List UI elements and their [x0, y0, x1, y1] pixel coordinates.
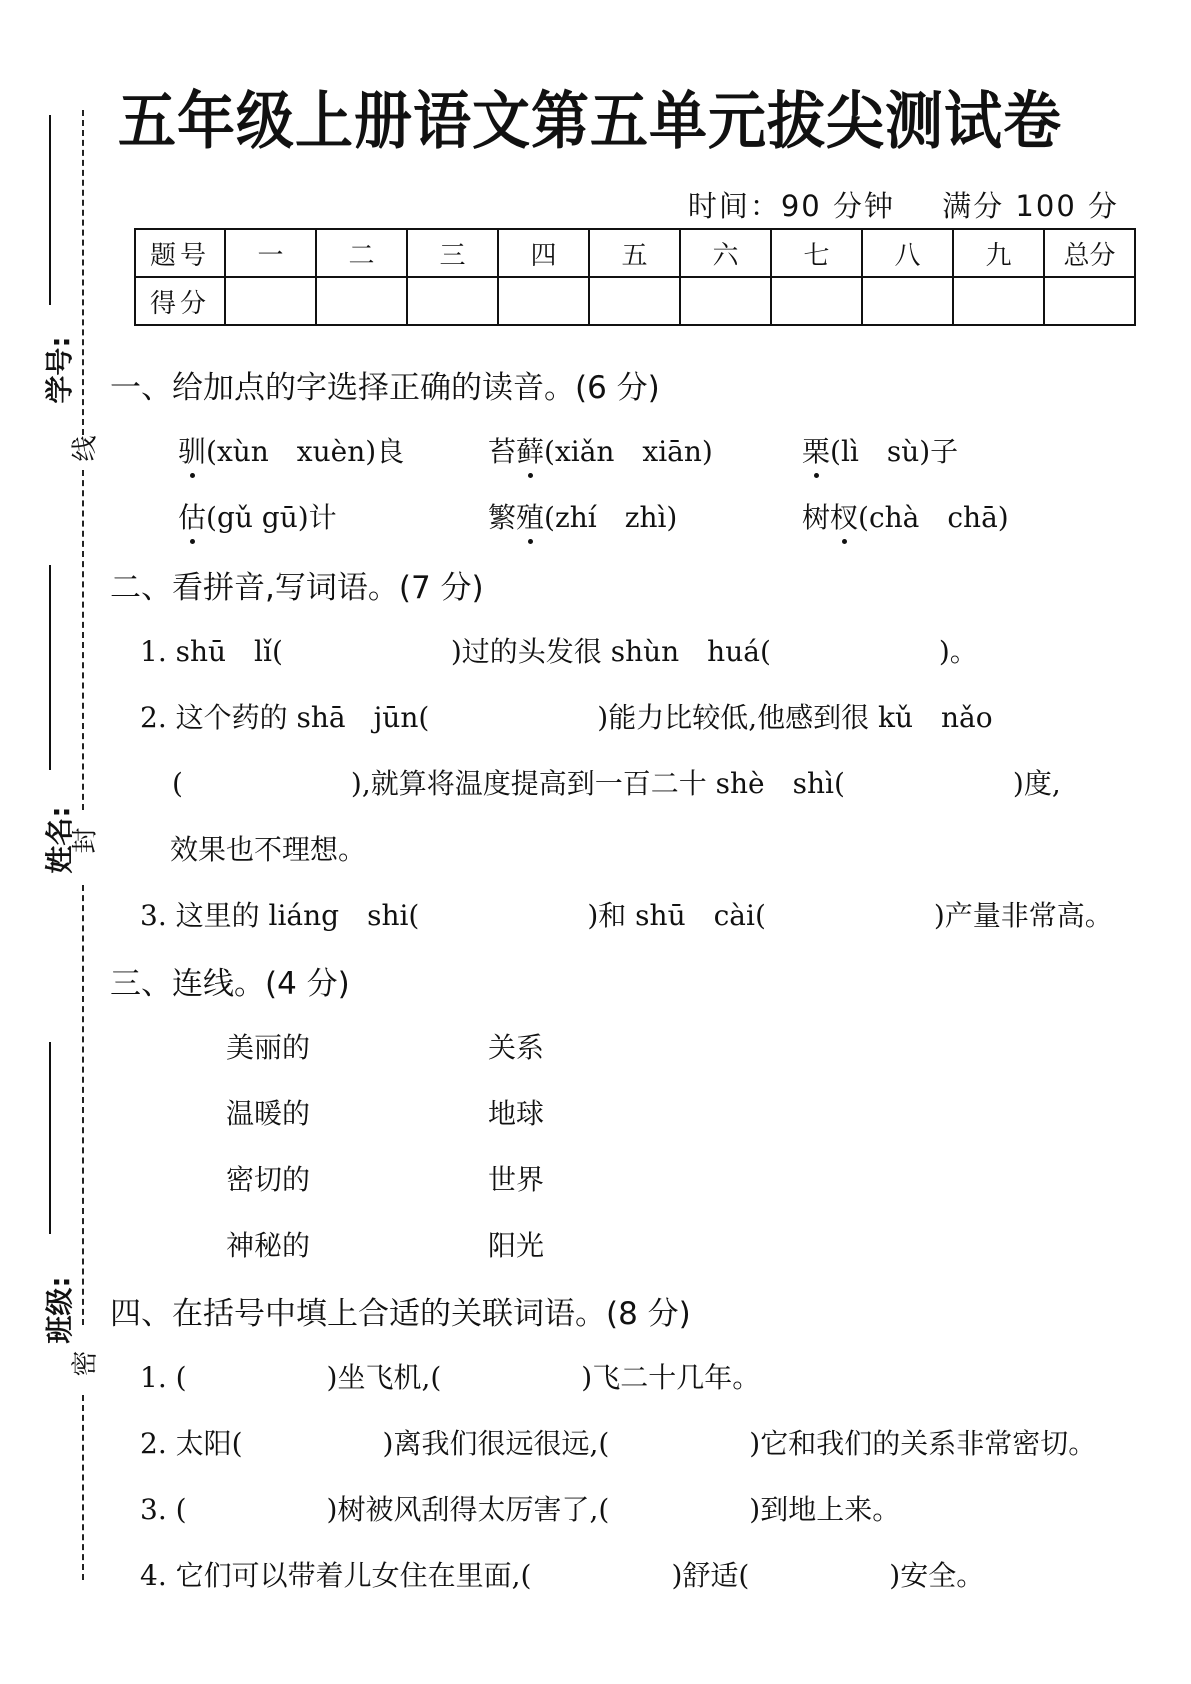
dotted-char: 藓: [516, 430, 544, 470]
page-title: 五年级上册语文第五单元拔尖测试卷: [118, 84, 1063, 158]
item-prefix: 树: [802, 501, 831, 534]
score-header-cell: 一: [225, 229, 316, 277]
question-line: 效果也不理想。: [170, 833, 367, 866]
score-table-score-row: [135, 277, 1135, 325]
match-left-item[interactable]: 密切的: [226, 1163, 311, 1196]
match-left-item[interactable]: 美丽的: [226, 1031, 311, 1064]
section-1-heading: 一、给加点的字选择正确的读音。(6 分): [110, 370, 660, 406]
question-line: 2. 这个药的 shā jūn( )能力比较低,他感到很 kǔ nǎo: [140, 701, 993, 734]
class-underline[interactable]: [49, 1042, 51, 1234]
section-3-heading: 三、连线。(4 分): [110, 966, 350, 1002]
item-prefix: 繁: [488, 501, 517, 534]
pronunciation-item: [488, 430, 713, 470]
pronunciation-item: [802, 496, 1009, 536]
dotted-char: 驯: [178, 430, 206, 470]
binding-dashed-line: [82, 1395, 84, 1580]
question-line: 3. 这里的 liáng shi( )和 shū cài( )产量非常高。: [140, 899, 1113, 932]
score-cell[interactable]: [407, 277, 498, 325]
score-header-cell: 总分: [1044, 229, 1135, 277]
section-2-heading: 二、看拼音,写词语。(7 分): [110, 570, 484, 606]
score-header-cell: 四: [498, 229, 589, 277]
dotted-char: 殖: [516, 496, 544, 536]
question-line: 2. 太阳( )离我们很远很远,( )它和我们的关系非常密切。: [140, 1427, 1097, 1460]
score-header-cell: 六: [680, 229, 771, 277]
pronunciation-item: [802, 430, 958, 470]
question-line: 3. ( )树被风刮得太厉害了,( )到地上来。: [140, 1493, 901, 1526]
student-id-underline[interactable]: [49, 115, 51, 305]
pronunciation-item: [178, 496, 337, 536]
score-cell[interactable]: [225, 277, 316, 325]
binding-dashed-line: [82, 885, 84, 1325]
name-label: 姓名:: [43, 806, 76, 874]
student-id-label: 学号:: [43, 336, 76, 404]
seal-mark-secret: 密: [70, 1350, 101, 1377]
dotted-char: 栗: [802, 430, 830, 470]
question-line: 1. ( )坐飞机,( )飞二十几年。: [140, 1361, 761, 1394]
pinyin-options: (xiǎn xiān): [544, 435, 713, 468]
score-header-cell: 九: [953, 229, 1044, 277]
binding-dashed-line: [82, 470, 84, 810]
pinyin-options: (lì sù)子: [830, 435, 959, 468]
pronunciation-item: [488, 496, 677, 536]
exam-full-score: 满分 100 分: [942, 189, 1119, 223]
score-cell[interactable]: [953, 277, 1044, 325]
match-right-item[interactable]: 世界: [488, 1163, 545, 1196]
dotted-char: 杈: [830, 496, 858, 536]
score-header-cell: 五: [589, 229, 680, 277]
score-header-cell: 题号: [135, 229, 225, 277]
binding-dashed-line: [82, 110, 84, 435]
question-line: 4. 它们可以带着儿女住在里面,( )舒适( )安全。: [140, 1559, 985, 1592]
pronunciation-item: [178, 430, 404, 470]
score-header-cell: 八: [862, 229, 953, 277]
score-table: [134, 228, 1136, 326]
dotted-char: 估: [178, 496, 206, 536]
question-line: 1. shū lǐ( )过的头发很 shùn huá( )。: [140, 635, 978, 668]
match-left-item[interactable]: 神秘的: [226, 1229, 311, 1262]
match-right-item[interactable]: 阳光: [488, 1229, 545, 1262]
class-label: 班级:: [43, 1276, 76, 1344]
score-header-cell: 二: [316, 229, 407, 277]
score-header-cell: 三: [407, 229, 498, 277]
match-right-item[interactable]: 地球: [488, 1097, 545, 1130]
name-underline[interactable]: [49, 565, 51, 770]
pinyin-options: (xùn xuèn)良: [206, 435, 405, 468]
item-prefix: 苔: [488, 435, 517, 468]
pinyin-options: (chà chā): [858, 501, 1009, 534]
question-line: ( ),就算将温度提高到一百二十 shè shì( )度,: [172, 767, 1061, 800]
score-header-cell: 七: [771, 229, 862, 277]
seal-mark-line: 线: [70, 435, 101, 462]
score-cell[interactable]: [771, 277, 862, 325]
score-cell[interactable]: [862, 277, 953, 325]
exam-meta: [682, 184, 1119, 225]
score-row-label: 得分: [135, 277, 225, 325]
match-right-item[interactable]: 关系: [488, 1031, 545, 1064]
score-cell[interactable]: [316, 277, 407, 325]
score-table-header-row: [135, 229, 1135, 277]
score-cell[interactable]: [680, 277, 771, 325]
section-4-heading: 四、在括号中填上合适的关联词语。(8 分): [110, 1296, 691, 1332]
exam-time: 时间：90 分钟: [687, 189, 895, 223]
pinyin-options: (gǔ gū)计: [206, 501, 337, 534]
score-cell[interactable]: [1044, 277, 1135, 325]
seal-mark-seal: 封: [70, 827, 101, 854]
score-cell[interactable]: [498, 277, 589, 325]
score-cell[interactable]: [589, 277, 680, 325]
match-left-item[interactable]: 温暖的: [226, 1097, 311, 1130]
pinyin-options: (zhí zhì): [544, 501, 678, 534]
